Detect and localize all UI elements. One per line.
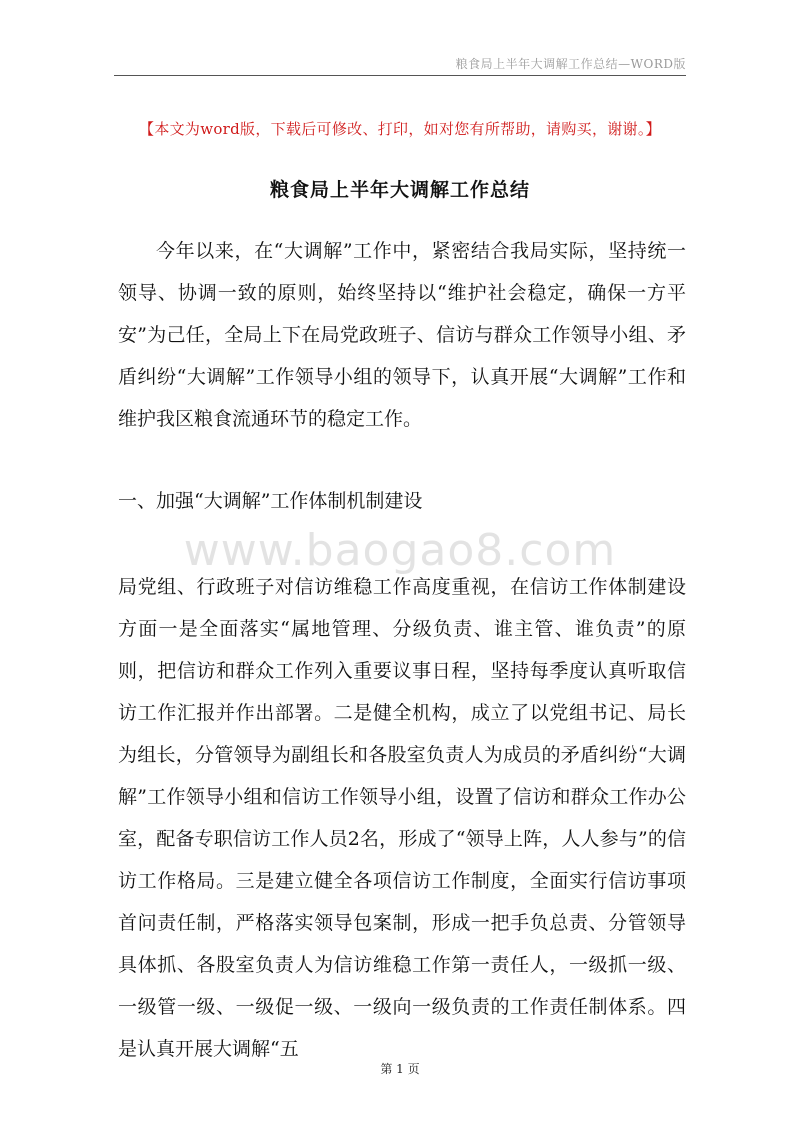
running-header: 粮食局上半年大调解工作总结—WORD版 (455, 57, 686, 71)
body-paragraph: 局党组、行政班子对信访维稳工作高度重视，在信访工作体制建设方面一是全面落实“属地管理、分级负责、谁主管、谁负责”的原则，把信访和群众工作列入重要议事日程，坚持每季度认真听取信访工作汇报并作出部署。二是健全机构，成立了以党组书记、局长为组长，分管领导为副组长和各股室负责人为成员的矛盾纠纷“大调解”工作领导小组和信访工作领导小组，设置了信访和群众工作办公室，配备专职信访工作人员2名，形成了“领导上阵，人人参与”的信访工作格局。三是建立健全各项信访工作制度，全面实行信访事项首问责任制，严格落实领导包案制，形成一把手负总责、分管领导具体抓、各股室负责人为信访维稳工作第一责任人，一级抓一级、一级管一级、一级促一级、一级向一级负责的工作责任制体系。四是认真开展大调解“五 (118, 576, 686, 1060)
site-watermark: www.baogao8.com (183, 525, 617, 576)
header-divider (114, 75, 686, 76)
purchase-notice: 【本文为word版，下载后可修改、打印，如对您有所帮助，请购买，谢谢。】 (139, 120, 661, 138)
section-heading: 一、加强“大调解”工作体制机制建设 (118, 490, 423, 512)
page-number: 第 1 页 (380, 1062, 420, 1076)
document-title: 粮食局上半年大调解工作总结 (269, 179, 530, 201)
intro-paragraph: 今年以来，在“大调解”工作中，紧密结合我局实际，坚持统一领导、协调一致的原则，始终坚持以“维护社会稳定，确保一方平安”为己任，全局上下在局党政班子、信访与群众工作领导小组、矛盾纠纷“大调解”工作领导小组的领导下，认真开展“大调解”工作和维护我区粮食流通环节的稳定工作。 (118, 240, 686, 430)
